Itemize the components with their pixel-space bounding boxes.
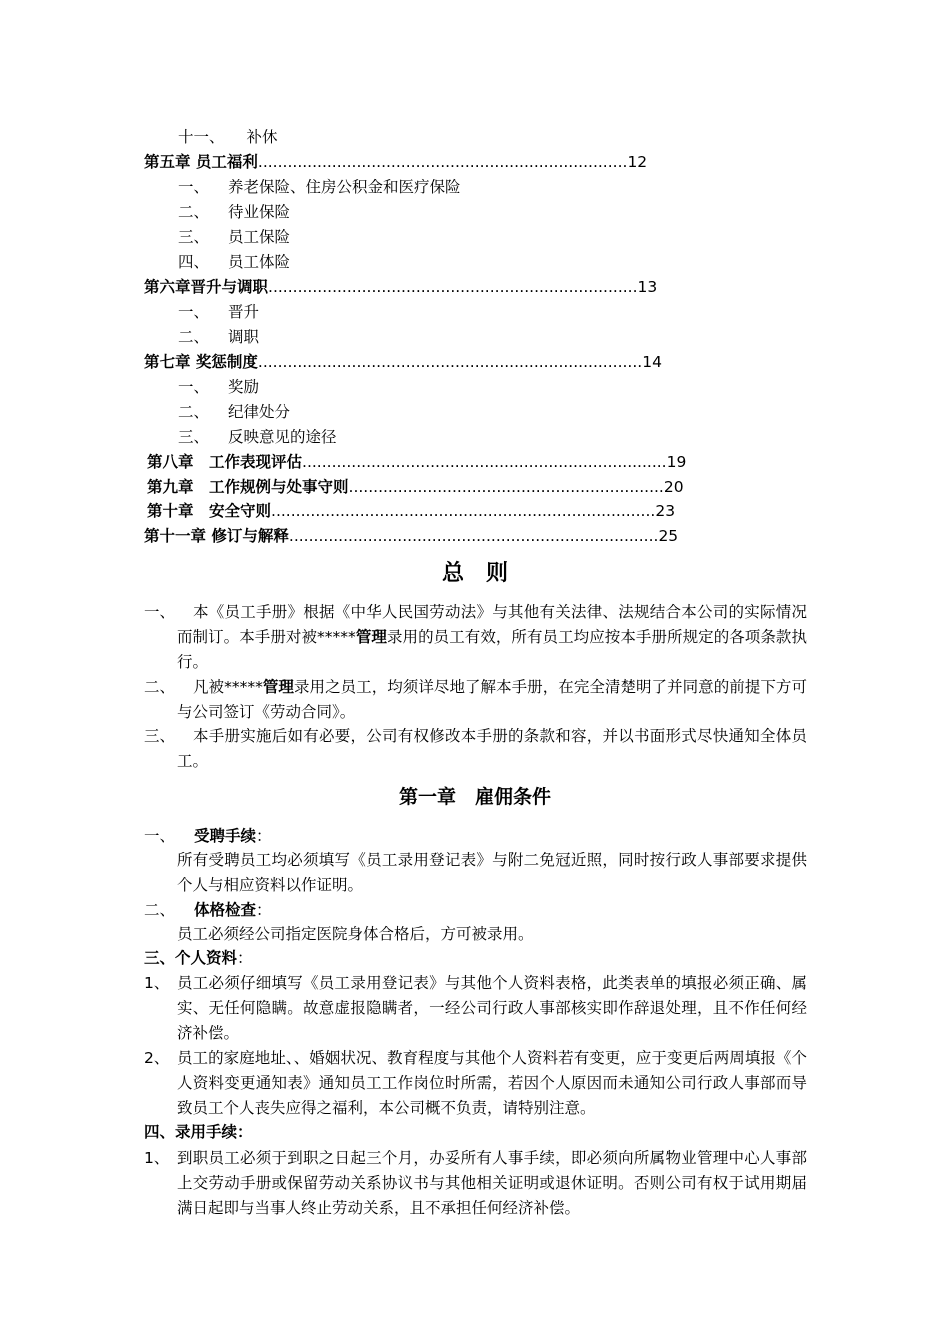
toc-item[interactable] (178, 377, 259, 397)
toc-item-label: 晋升 (228, 303, 260, 321)
toc-chapter-title: 第五章 员工福利 (144, 153, 258, 171)
item-text: 本手册实施后如有必要，公司有权修改本手册的条款和容，并以书面形式尽快通知全体员工。 (177, 727, 807, 770)
toc-chapter-5[interactable] (144, 152, 647, 172)
section-heading-text: 体格检查 (194, 901, 257, 919)
toc-chapter-9[interactable] (147, 477, 684, 497)
section-heading-text: 三、个人资料 (144, 949, 238, 967)
section-heading-text: 受聘手续 (194, 827, 257, 845)
toc-chapter-7[interactable] (144, 352, 662, 372)
toc-page-number: 25 (658, 527, 679, 545)
toc-item-number: 一、 (178, 303, 210, 321)
section-body: 员工必须经公司指定医院身体合格后，方可被录用。 (177, 925, 534, 943)
toc-leader-dots: ........................................................................... (288, 527, 659, 545)
toc-item[interactable] (178, 177, 461, 197)
toc-chapter-title: 第十一章 修订与解释 (144, 527, 289, 545)
toc-chapter-title: 第八章 工作表现评估 (147, 453, 303, 471)
toc-leader-dots: ................................................................ (348, 478, 664, 496)
colon: ： (237, 949, 253, 967)
toc-page-number: 12 (627, 153, 648, 171)
item-text: 凡被***** (193, 678, 263, 696)
toc-item[interactable] (178, 252, 290, 272)
toc-chapter-title: 第九章 工作规例与处事守则 (147, 478, 349, 496)
toc-item-number: 一、 (178, 178, 210, 196)
toc-item-number: 一、 (178, 378, 210, 396)
section-body: 所有受聘员工均必须填写《员工录用登记表》与附二免冠近照，同时按行政人事部要求提供个人与相应资料以作证明。 (177, 851, 807, 894)
toc-item[interactable] (178, 427, 337, 447)
toc-chapter-title: 第七章 奖惩制度 (144, 353, 258, 371)
list-item-text: 员工的家庭地址、、婚姻状况、教育程度与其他个人资料若有变更，应于变更后两周填报《个人资料变更通知表》通知员工工作岗位时所需，若因个人原因而未通知公司行政人事部而导致员工个人丧失应得之福利，本公司概不负责，请特别注意。 (177, 1049, 807, 1117)
toc-item[interactable] (178, 227, 290, 247)
toc-leader-dots: .............................................................................. (271, 502, 656, 520)
section-heading (144, 1122, 253, 1142)
toc-item[interactable] (178, 302, 259, 322)
toc-item[interactable] (178, 127, 278, 147)
toc-item-number: 三、 (178, 428, 210, 446)
toc-item-label: 养老保险、住房公积金和医疗保险 (228, 178, 461, 196)
toc-chapter-11[interactable] (144, 526, 678, 546)
toc-leader-dots: ........................................................................... (257, 153, 628, 171)
list-marker: 二、 (144, 678, 176, 696)
toc-page-number: 23 (655, 502, 676, 520)
general-item-3 (177, 724, 807, 774)
toc-chapter-10[interactable] (147, 501, 675, 521)
toc-chapter-title: 第十章 安全守则 (147, 502, 272, 520)
section-heading (144, 826, 272, 846)
chapter-1-title: 第一章 雇佣条件 (398, 786, 551, 808)
section-number: 一、 (144, 827, 176, 845)
toc-item-number: 三、 (178, 228, 210, 246)
toc-item-label: 调职 (228, 328, 260, 346)
toc-item-label: 员工体险 (228, 253, 291, 271)
toc-page-number: 13 (637, 278, 658, 296)
toc-item[interactable] (178, 327, 259, 347)
toc-chapter-6[interactable] (144, 277, 657, 297)
item-bold-text: 管理 (355, 628, 387, 646)
colon: ： (256, 901, 272, 919)
toc-item-label: 员工保险 (228, 228, 291, 246)
toc-item-label: 纪律处分 (228, 403, 291, 421)
toc-item-number: 四、 (178, 253, 210, 271)
list-item-text: 员工必须仔细填写《员工录用登记表》与其他个人资料表格，此类表单的填报必须正确、属实、无任何隐瞒。故意虚报隐瞒者，一经公司行政人事部核实即作辞退处理，且不作任何经济补偿。 (177, 974, 807, 1042)
section-heading-text: 四、录用手续 (144, 1123, 238, 1141)
section-heading (144, 948, 253, 968)
item-text: 录用之员工，均须详尽地了解本手册，在完全清楚明了并同意的前提下方可与公司签订《劳动合同》。 (177, 678, 807, 721)
toc-leader-dots: ........................................................................... (268, 278, 638, 296)
toc-item[interactable] (178, 202, 290, 222)
toc-item-number: 二、 (178, 403, 210, 421)
toc-chapter-8[interactable] (147, 452, 686, 472)
item-text: 本《员工手册》根据《中华人民国劳动法》与其他有关法律、法规结合本公司的实际情况而制订。本手册对被***** (177, 603, 807, 646)
list-marker: 2、 (144, 1049, 170, 1067)
list-marker: 三、 (144, 727, 176, 745)
toc-leader-dots: .............................................................................. (257, 353, 643, 371)
toc-item[interactable] (178, 402, 290, 422)
item-bold-text: 管理 (262, 678, 294, 696)
colon: ： (256, 827, 272, 845)
colon: ： (237, 1123, 253, 1141)
general-item-1 (177, 600, 807, 675)
list-marker: 1、 (144, 974, 170, 992)
toc-page-number: 19 (666, 453, 687, 471)
toc-chapter-title: 第六章晋升与调职 (144, 278, 269, 296)
list-item-text: 到职员工必须于到职之日起三个月，办妥所有人事手续，即必须向所属物业管理中心人事部上交劳动手册或保留劳动关系协议书与其他相关证明或退休证明。否则公司有权于试用期届满日起即与当事人终止劳动关系，且不承担任何经济补偿。 (177, 1149, 807, 1217)
toc-item-label: 待业保险 (228, 203, 291, 221)
section-number: 二、 (144, 901, 176, 919)
toc-leader-dots: .......................................................................... (302, 453, 667, 471)
toc-item-label: 反映意见的途径 (228, 428, 337, 446)
toc-item-label: 补休 (246, 128, 278, 146)
section-heading (144, 900, 272, 920)
general-item-2 (177, 675, 807, 725)
list-marker: 一、 (144, 603, 176, 621)
toc-item-number: 二、 (178, 203, 210, 221)
item-text: 录用的员工有效，所有员工均应按本手册所规定的各项条款执行。 (177, 628, 807, 671)
toc-item-number: 十一、 (178, 128, 225, 146)
toc-item-label: 奖励 (228, 378, 260, 396)
toc-page-number: 20 (663, 478, 684, 496)
list-marker: 1、 (144, 1149, 170, 1167)
toc-item-number: 二、 (178, 328, 210, 346)
toc-page-number: 14 (642, 353, 662, 371)
section-title-general: 总 则 (441, 561, 508, 586)
